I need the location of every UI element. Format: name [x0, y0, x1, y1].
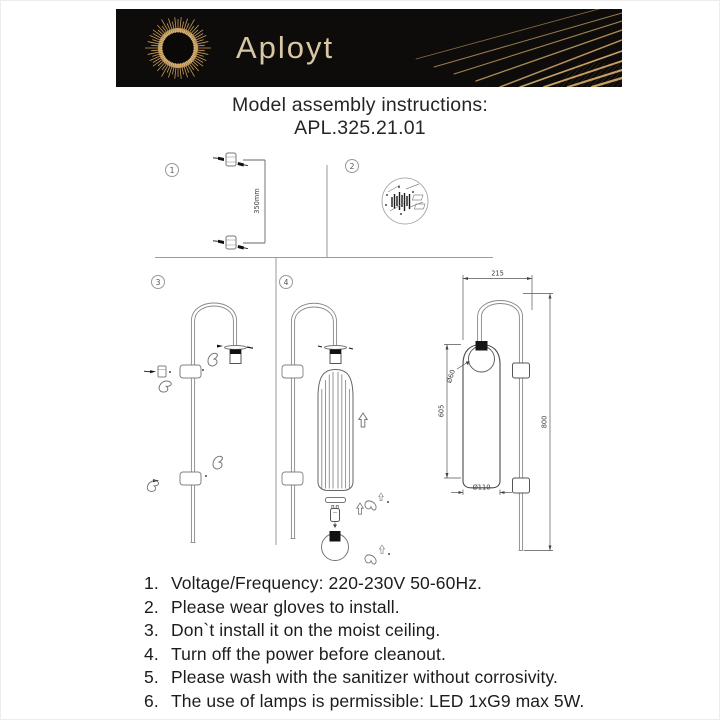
model-number: APL.325.21.01: [294, 117, 426, 139]
dim-arrowheads: [446, 277, 552, 551]
socket-band: [230, 350, 241, 355]
dim-800-label: 800: [540, 415, 549, 429]
instruction-text: Turn off the power before cleanout.: [171, 643, 446, 664]
pole-and-arm: [191, 303, 237, 543]
instruction-number: 6.: [144, 690, 159, 711]
pole-and-arm-4: [282, 303, 337, 538]
brand-banner: [116, 9, 622, 87]
instruction-number: 2.: [144, 596, 159, 617]
step4-drawing: [280, 276, 390, 566]
direction-arrows: [357, 413, 390, 565]
mount-block-lower: [180, 472, 201, 485]
instruction-number: 5.: [144, 667, 159, 688]
instruction-list: [144, 572, 684, 714]
socket-screw-left: [217, 345, 223, 348]
instruction-item: [144, 619, 684, 643]
socket-screw-right: [247, 347, 253, 348]
mount-block-upper: [180, 365, 201, 378]
instruction-text: The use of lamps is permissible: LED 1xG9 max 5W.: [171, 690, 585, 711]
dim-shade-outline: [463, 345, 500, 488]
instruction-item: [144, 596, 684, 620]
instruction-text: Voltage/Frequency: 220-230V 50-60Hz.: [171, 573, 483, 593]
instruction-number: 4.: [144, 643, 159, 664]
instruction-item: [144, 666, 684, 690]
instruction-text: Don`t install it on the moist ceiling.: [171, 620, 441, 641]
dim-215-label: 215: [491, 269, 504, 278]
dim-block-upper: [513, 363, 530, 378]
instruction-text: Please wear gloves to install.: [171, 596, 400, 617]
dim-110-label: Ø110: [472, 483, 491, 492]
dim-350-label: 350mm: [253, 188, 261, 214]
socket-band-4: [330, 350, 341, 355]
dim-605-label: 605: [437, 404, 446, 418]
step-2-label: 2: [349, 161, 355, 171]
bracket-top: [213, 153, 248, 167]
canopy-screw-left: [318, 346, 322, 347]
instruction-number: 3.: [144, 620, 159, 641]
socket-canopy-4: [325, 346, 347, 350]
dimension-drawing: [438, 270, 554, 551]
page-title: Model assembly instructions:: [232, 94, 488, 116]
dim-block-lower: [513, 478, 530, 493]
step3-drawing: [144, 276, 253, 543]
ray-fan-decoration: [116, 9, 622, 87]
ribbed-shade: [318, 370, 353, 491]
instruction-item: [144, 643, 684, 667]
dim-60-label: Ø60: [445, 368, 458, 385]
shade-ribs: [322, 372, 350, 489]
instruction-item: [144, 690, 684, 714]
bracket-bottom: [213, 236, 248, 250]
step-3-label: 3: [155, 277, 161, 287]
section-dividers: [155, 165, 493, 545]
assembly-diagram: [120, 145, 622, 565]
instruction-text: Please wash with the sanitizer without corrosivity.: [171, 667, 559, 688]
canopy-screw-right: [349, 348, 353, 349]
step-1-label: 1: [169, 165, 175, 175]
socket-canopy: [225, 346, 247, 350]
step2-drawing: [346, 160, 429, 225]
instruction-item: [144, 572, 684, 596]
dim-lines: [444, 275, 553, 551]
step1-drawing: [166, 153, 266, 250]
collar-ring: [326, 498, 346, 503]
g9-bulb: [331, 506, 340, 529]
dim-socket: [476, 341, 488, 351]
brand-wordmark: Aployt: [236, 30, 335, 65]
step-4-label: 4: [283, 277, 289, 287]
instruction-number: 1.: [144, 573, 159, 593]
sphere-diffuser: [322, 531, 349, 561]
